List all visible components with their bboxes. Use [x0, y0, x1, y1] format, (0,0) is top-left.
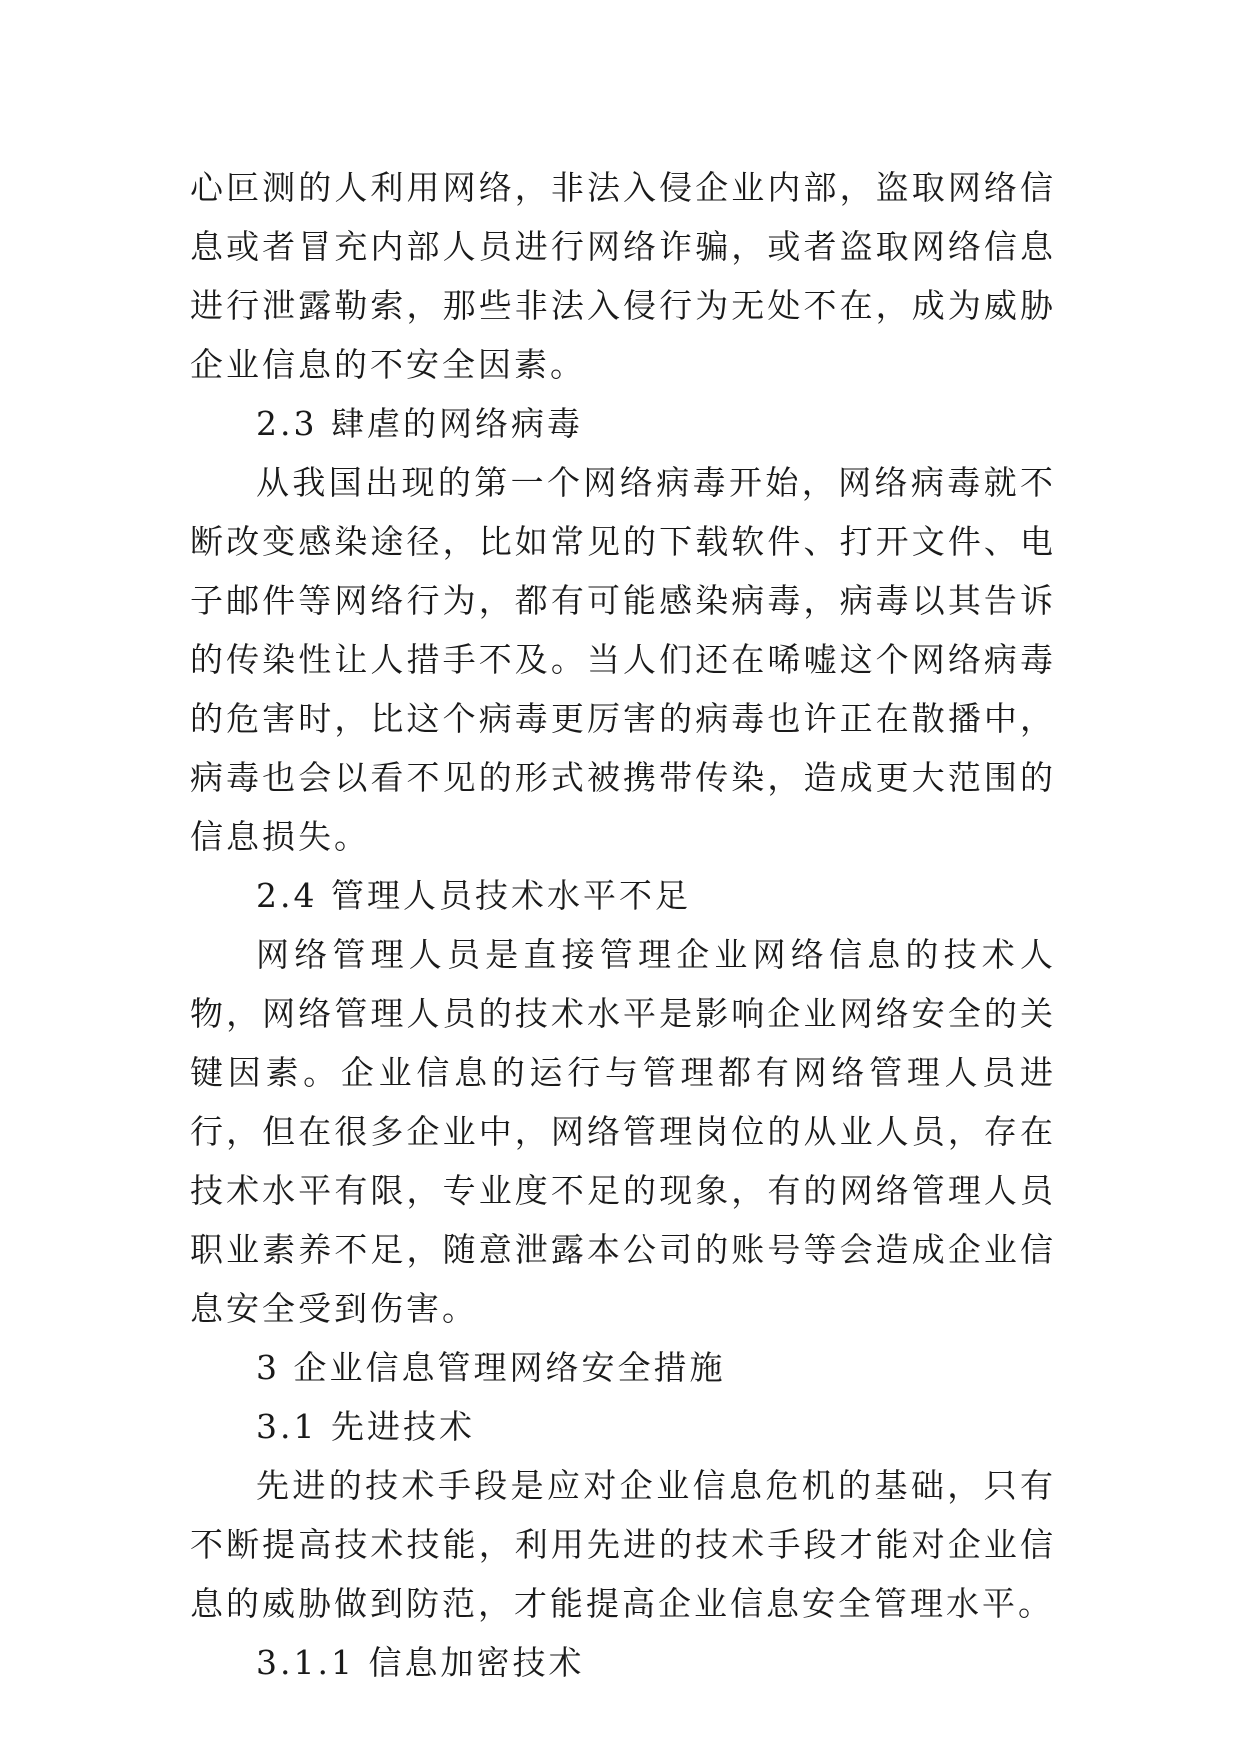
paragraph-continued: 心叵测的人利用网络，非法入侵企业内部，盗取网络信息或者冒充内部人员进行网络诈骗，或者盗取网络信息进行泄露勒索，那些非法入侵行为无处不在，成为威胁企业信息的不安全因素。: [190, 168, 1056, 384]
section-heading-2-4: 2.4 管理人员技术水平不足: [256, 876, 691, 915]
section-heading-3-1-1: 3.1.1 信息加密技术: [256, 1643, 585, 1682]
section-heading-2-3: 2.3 肆虐的网络病毒: [256, 404, 583, 443]
paragraph-advanced-tech: 先进的技术手段是应对企业信息危机的基础，只有不断提高技术技能，利用先进的技术手段才能对企业信息的威胁做到防范，才能提高企业信息安全管理水平。: [190, 1466, 1056, 1623]
section-heading-3: 3 企业信息管理网络安全措施: [256, 1348, 726, 1387]
section-heading-3-1: 3.1 先进技术: [256, 1407, 475, 1446]
paragraph-network-virus: 从我国出现的第一个网络病毒开始，网络病毒就不断改变感染途径，比如常见的下载软件、打开文件、电子邮件等网络行为，都有可能感染病毒，病毒以其告诉的传染性让人措手不及。当人们还在唏嘘这个网络病毒的危害时，比这个病毒更厉害的病毒也许正在散播中，病毒也会以看不见的形式被携带传染，造成更大范围的信息损失。: [190, 463, 1056, 856]
paragraph-admin-skills: 网络管理人员是直接管理企业网络信息的技术人物，网络管理人员的技术水平是影响企业网络安全的关键因素。企业信息的运行与管理都有网络管理人员进行，但在很多企业中，网络管理岗位的从业人员，存在技术水平有限，专业度不足的现象，有的网络管理人员职业素养不足，随意泄露本公司的账号等会造成企业信息安全受到伤害。: [190, 935, 1056, 1328]
document-body: [190, 158, 1056, 1692]
